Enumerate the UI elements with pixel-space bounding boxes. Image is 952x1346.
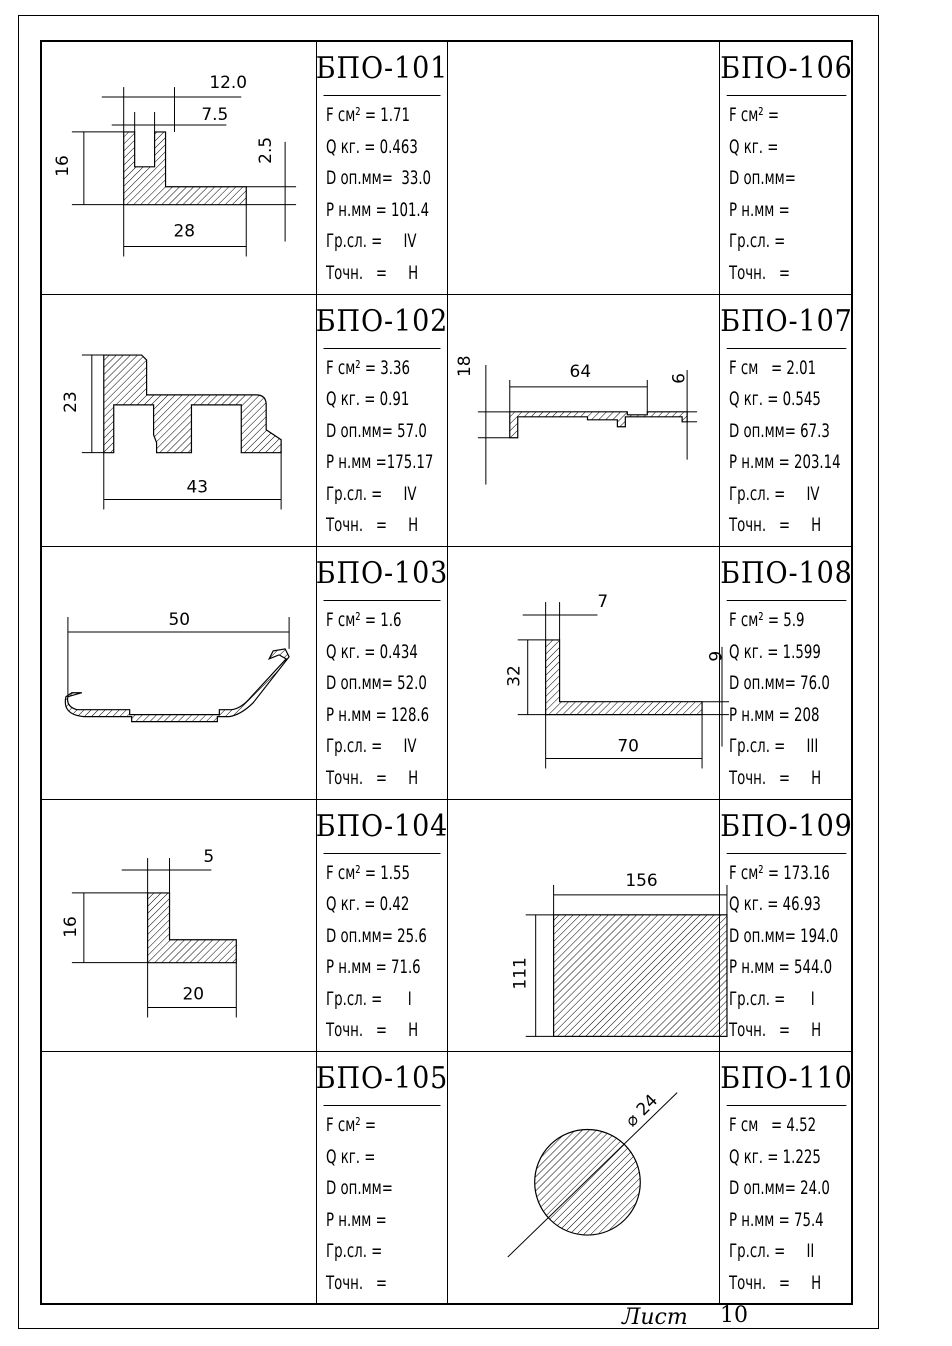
drawing-cell-106 xyxy=(448,42,720,294)
prop-area: F см = 2.01 xyxy=(729,356,817,379)
drawing-cell-104 xyxy=(42,800,317,1052)
prop-weight: Q кг. = 1.599 xyxy=(729,640,821,663)
prop-diameter: D оп.мм= 76.0 xyxy=(729,672,830,695)
prop-group: Гр.сл. = IV xyxy=(729,482,820,505)
prop-perimeter: P н.мм = 101.4 xyxy=(326,198,430,221)
prop-perimeter: P н.мм =175.17 xyxy=(326,451,434,474)
prop-diameter: D оп.мм= 24.0 xyxy=(729,1177,830,1200)
prop-area: F см² = xyxy=(729,104,780,126)
spec-cell-102 xyxy=(317,295,448,547)
dim-label: 50 xyxy=(168,609,191,630)
dim-label: ⌀ 24 xyxy=(621,1090,662,1131)
prop-precision: Точн. = Н xyxy=(326,514,419,537)
prop-diameter: D оп.мм= 57.0 xyxy=(326,419,427,442)
prop-weight: Q кг. = 0.545 xyxy=(729,388,821,411)
prop-diameter: D оп.мм= 33.0 xyxy=(326,167,432,189)
profile-code: БПО-108 xyxy=(727,547,847,601)
table-row xyxy=(42,800,851,1053)
prop-precision: Точн. = Н xyxy=(729,514,822,537)
prop-area: F см² = 1.55 xyxy=(326,861,410,884)
sheet-label: Лист xyxy=(622,1305,688,1330)
dim-label: 7.5 xyxy=(201,103,229,124)
profile-code: БПО-109 xyxy=(727,800,847,854)
prop-area: F см = 4.52 xyxy=(729,1114,817,1137)
dim-label: 70 xyxy=(617,735,639,756)
spec-cell-110 xyxy=(720,1052,853,1305)
prop-perimeter: P н.мм = 75.4 xyxy=(729,1208,824,1231)
prop-diameter: D оп.мм= 194.0 xyxy=(729,924,839,947)
drawing-cell-102 xyxy=(42,295,317,547)
spec-cell-105 xyxy=(317,1052,448,1305)
drawing-cell-108 xyxy=(448,547,726,799)
prop-precision: Точн. = Н xyxy=(729,1271,822,1294)
prop-perimeter: P н.мм = 71.6 xyxy=(326,956,421,979)
drawing-cell-107 xyxy=(448,295,720,547)
prop-group: Гр.сл. = xyxy=(326,1240,383,1263)
prop-area: F см² = 1.6 xyxy=(326,609,402,632)
prop-diameter: D оп.мм= xyxy=(729,167,796,189)
dim-label: 16 xyxy=(51,155,72,177)
table-row xyxy=(42,295,851,548)
dim-label: 9 xyxy=(668,372,689,384)
drawing-cell-101 xyxy=(42,42,317,294)
prop-perimeter: P н.мм = xyxy=(326,1208,387,1231)
dim-label: 20 xyxy=(182,983,205,1004)
prop-area: F см² = xyxy=(326,1114,377,1137)
profile-code: БПО-106 xyxy=(727,42,847,96)
table-row xyxy=(42,42,851,295)
prop-weight: Q кг. = xyxy=(326,1145,376,1168)
profile-code: БПО-102 xyxy=(324,295,441,349)
profile-code: БПО-105 xyxy=(324,1052,441,1106)
sheet-number: 10 xyxy=(720,1303,748,1328)
spec-cell-103 xyxy=(317,547,448,799)
prop-diameter: D оп.мм= xyxy=(326,1177,393,1200)
prop-weight: Q кг. = 46.93 xyxy=(729,893,821,916)
prop-weight: Q кг. = 0.91 xyxy=(326,388,410,411)
spec-cell-109 xyxy=(720,800,853,1052)
profile-code: БПО-107 xyxy=(727,295,847,349)
dim-label: 16 xyxy=(59,916,80,938)
dim-label: 64 xyxy=(569,360,592,381)
spec-cell-106 xyxy=(720,42,853,294)
table-row xyxy=(42,1052,851,1305)
prop-weight: Q кг. = 0.434 xyxy=(326,640,418,663)
dim-label: 6 xyxy=(705,651,726,662)
prop-area: F см² = 3.36 xyxy=(326,356,410,379)
prop-group: Гр.сл. = I xyxy=(729,987,815,1010)
prop-group: Гр.сл. = IV xyxy=(326,230,417,252)
prop-group: Гр.сл. = IV xyxy=(326,735,417,758)
drawing-cell-103 xyxy=(42,547,317,799)
prop-precision: Точн. = Н xyxy=(326,261,419,284)
prop-diameter: D оп.мм= 67.3 xyxy=(729,419,830,442)
dim-label: 32 xyxy=(503,665,524,687)
prop-precision: Точн. = xyxy=(326,1271,388,1294)
drawing-cell-109 xyxy=(448,800,720,1052)
profile-code: БПО-110 xyxy=(727,1052,847,1106)
profile-code: БПО-101 xyxy=(324,42,441,96)
prop-group: Гр.сл. = IV xyxy=(326,482,417,505)
prop-group: Гр.сл. = II xyxy=(729,1240,815,1263)
prop-group: Гр.сл. = I xyxy=(326,987,412,1010)
prop-area: F см² = 1.71 xyxy=(326,104,410,126)
spec-cell-104 xyxy=(317,800,448,1052)
prop-weight: Q кг. = 1.225 xyxy=(729,1145,821,1168)
dim-label: 18 xyxy=(453,355,474,377)
prop-precision: Точн. = Н xyxy=(326,1019,419,1042)
prop-precision: Точн. = Н xyxy=(729,766,822,789)
spec-cell-108 xyxy=(720,547,853,799)
spec-cell-101 xyxy=(317,42,448,294)
dim-label: 28 xyxy=(173,220,196,241)
dim-label: 12.0 xyxy=(209,72,248,93)
dim-label: 7 xyxy=(597,591,609,612)
prop-weight: Q кг. = 0.463 xyxy=(326,135,418,158)
prop-diameter: D оп.мм= 52.0 xyxy=(326,672,427,695)
prop-area: F см² = 5.9 xyxy=(729,609,805,632)
dim-label: 23 xyxy=(59,390,80,413)
profile-code: БПО-104 xyxy=(324,800,441,854)
dim-label: 111 xyxy=(509,957,530,990)
prop-perimeter: P н.мм = 208 xyxy=(729,703,820,726)
prop-area: F см² = 173.16 xyxy=(729,861,830,884)
prop-weight: Q кг. = xyxy=(729,135,779,158)
dim-label: 43 xyxy=(186,476,209,497)
profile-table xyxy=(40,40,853,1305)
dim-label: 5 xyxy=(203,845,215,866)
prop-weight: Q кг. = 0.42 xyxy=(326,893,410,916)
prop-precision: Точн. = xyxy=(729,261,791,284)
prop-perimeter: P н.мм = xyxy=(729,198,790,221)
drawing-cell-110 xyxy=(448,1052,720,1305)
prop-diameter: D оп.мм= 25.6 xyxy=(326,924,427,947)
prop-precision: Точн. = Н xyxy=(326,766,419,789)
prop-group: Гр.сл. = III xyxy=(729,735,819,758)
profile-code: БПО-103 xyxy=(324,547,441,601)
prop-group: Гр.сл. = xyxy=(729,230,786,252)
table-row xyxy=(42,547,851,800)
prop-perimeter: P н.мм = 544.0 xyxy=(729,956,833,979)
spec-cell-107 xyxy=(720,295,853,547)
prop-perimeter: P н.мм = 203.14 xyxy=(729,451,841,474)
prop-perimeter: P н.мм = 128.6 xyxy=(326,703,430,726)
dim-label: 156 xyxy=(625,869,658,890)
dim-label: 2.5 xyxy=(255,136,276,164)
prop-precision: Точн. = Н xyxy=(729,1019,822,1042)
drawing-cell-105 xyxy=(42,1052,317,1305)
